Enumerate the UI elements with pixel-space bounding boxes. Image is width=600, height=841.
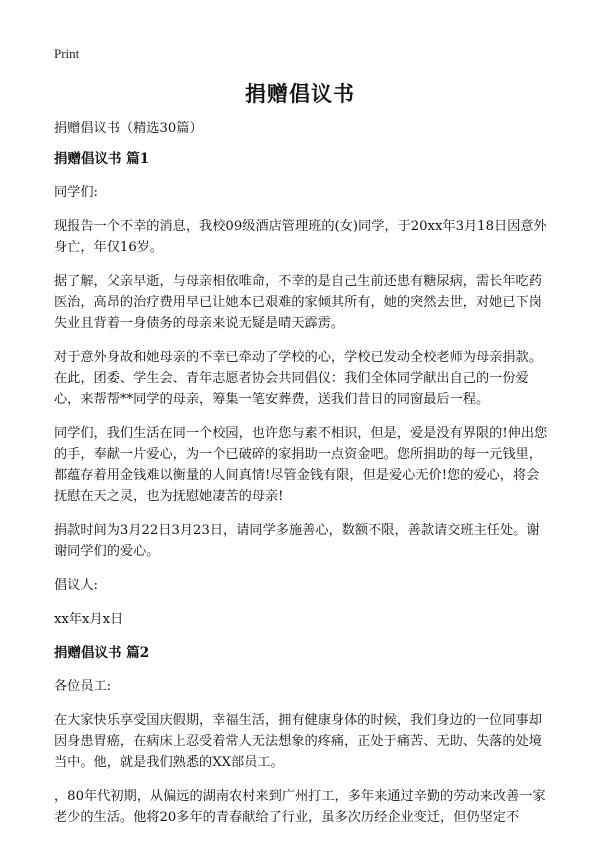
paragraph: 据了解，父亲早逝，与母亲相依唯命，不幸的是自己生前还患有糖尿病，需长年吃药医治，高昂的治疗费用早已让她本已艰难的家倾其所有，她的突然去世，对她已下岗失业且背着一身债务的母亲来说无疑是晴天霹雳。 <box>54 274 542 331</box>
signature-date: xx年x月x日 <box>54 612 124 627</box>
document-subtitle: 捐赠倡议书（精选30篇） <box>54 121 203 136</box>
page-title: 捐赠倡议书 <box>245 82 355 106</box>
signature: 倡议人: <box>54 578 99 593</box>
salutation-1: 同学们: <box>54 185 99 200</box>
section-heading-1: 捐赠倡议书 篇1 <box>54 151 150 167</box>
print-link[interactable]: Print <box>54 46 80 61</box>
paragraph: ，80年代初期，从偏远的湖南农村来到广州打工，多年来通过辛勤的劳动来改善一家老少的生活。他将20多年的青春献给了行业，虽多次历经企业变迁，但仍坚定不 <box>54 789 546 825</box>
section-heading-2: 捐赠倡议书 篇2 <box>54 645 150 661</box>
paragraph: 对于意外身故和她母亲的不幸已牵动了学校的心，学校已发动全校老师为母亲捐款。在此，团委、学生会、青年志愿者协会共同倡仪：我们全体同学献出自己的一份爱心，来帮帮**同学的母亲，筹集一笔安葬费，送我们昔日的同窗最后一程。 <box>54 350 542 407</box>
salutation-2: 各位员工: <box>54 679 112 694</box>
paragraph: 捐款时间为3月22日3月23日，请同学多施善心，数额不限，善款请交班主任处。谢谢同学们的爱心。 <box>54 523 540 559</box>
document-body <box>54 118 550 841</box>
paragraph: 同学们，我们生活在同一个校园，也许您与素不相识，但是，爱是没有界限的!伸出您的手，奉献一片爱心，为一个已破碎的家捐助一点资金吧。您所捐助的每一元钱里，都蕴存着用金钱难以衡量的人间真情!尽管金钱有限，但是爱心无价!您的爱心，将会抚慰在天之灵，也为抚慰她凄苦的母亲! <box>54 426 548 504</box>
paragraph: 现报告一个不幸的消息，我校09级酒店管理班的(女)同学，于20xx年3月18日因意外身亡，年仅16岁。 <box>54 219 547 255</box>
paragraph: 在大家快乐享受国庆假期，幸福生活，拥有健康身体的时候，我们身边的一位同事却因身患胃癌，在病床上忍受着常人无法想象的疼痛，正处于痛苦、无助、失落的处境当中。他，就是我们熟悉的XX部员工。 <box>54 713 542 770</box>
